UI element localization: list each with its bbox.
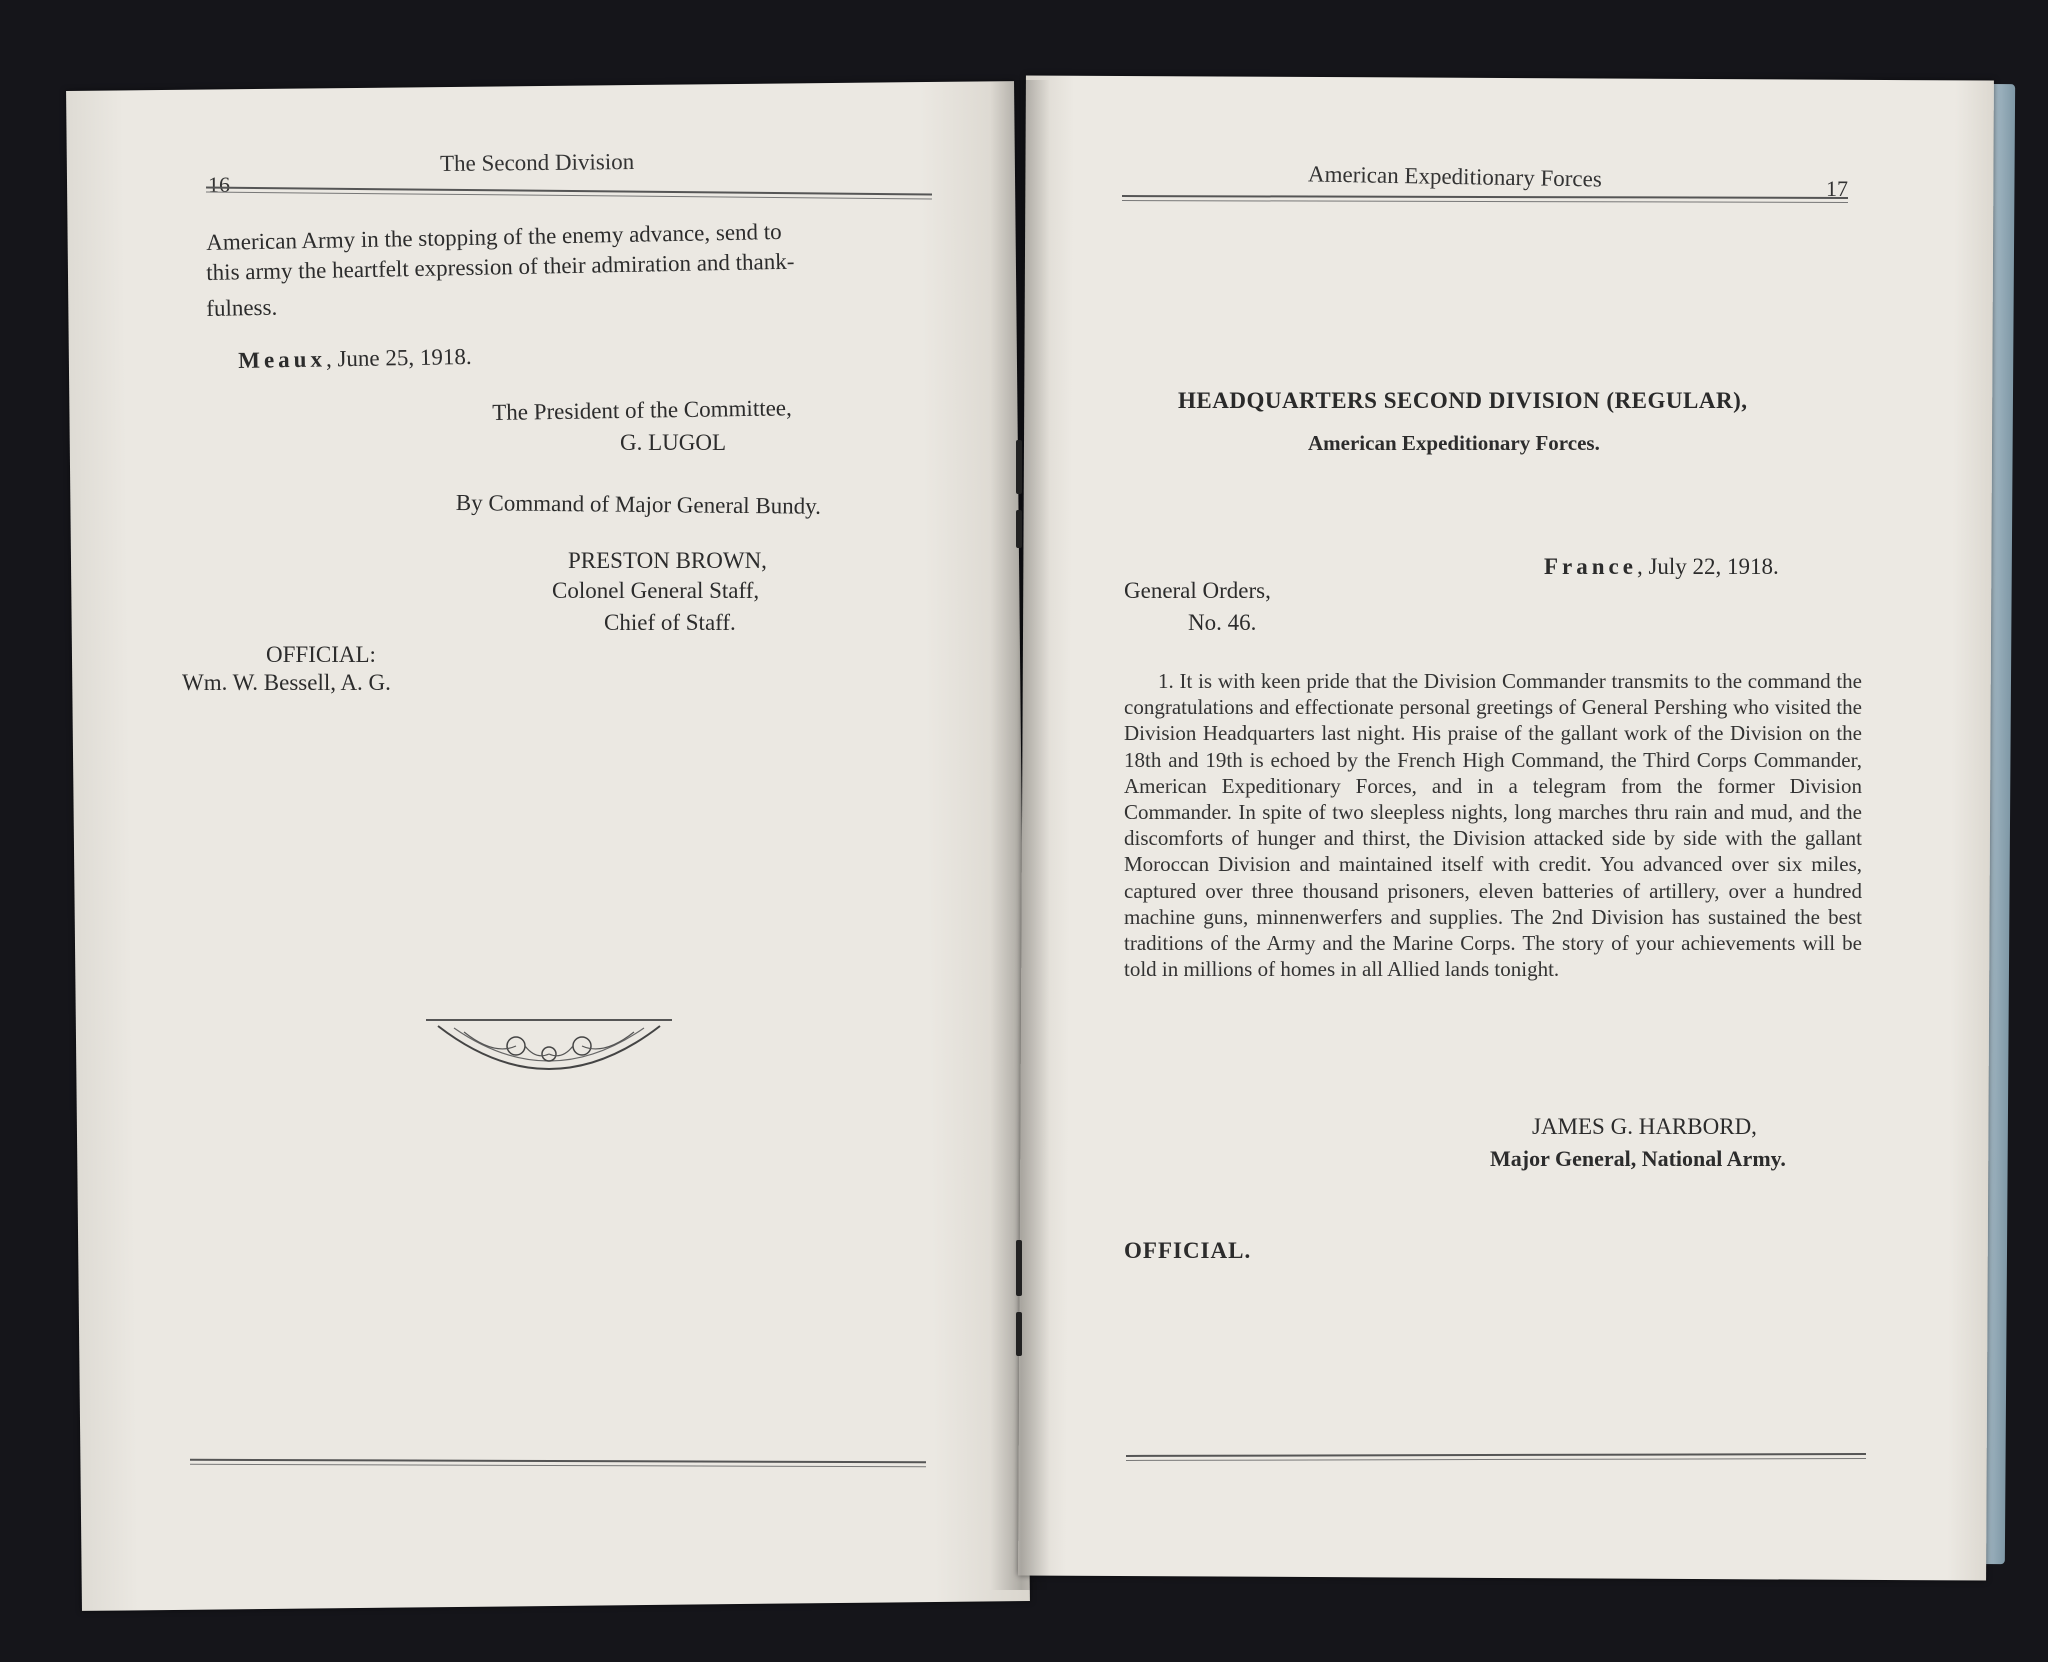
- orders-paragraph-text: 1. It is with keen pride that the Division Commander transmits to the command the congratulations and effectionate personal greetings of General Pershing who visited the Division Headquarters last night. His praise of the gallant work of the Division on the 18th and 19th is echoed by the French High Command, the Third Corps Commander, American Expeditionary Forces, and in a telegram from the former Division Commander. In spite of two sleepless nights, long marches thru rain and mud, and the discomforts of hunger and thirst, the Division attacked side by side with the gallant Moroccan Division and maintained itself with credit. You advanced over six miles, captured over three thousand prisoners, eleven batteries of artillery, over a hundred machine guns, minnenwerfers and supplies. The 2nd Division has sustained the best traditions of the Army and the Marine Corps. The story of your achievements will be told in millions of homes in all Allied lands tonight.: [1124, 669, 1862, 982]
- left-signer-rank: Colonel General Staff,: [552, 578, 760, 603]
- committee-name: G. LUGOL: [620, 430, 727, 455]
- ornament-icon: [424, 1016, 674, 1086]
- hq-heading: HEADQUARTERS SECOND DIVISION (REGULAR),: [1178, 388, 1748, 413]
- left-official-name: Wm. W. Bessell, A. G.: [182, 670, 391, 695]
- orders-label: General Orders,: [1124, 578, 1271, 603]
- orders-paragraph: [1124, 668, 1862, 982]
- left-running-head: The Second Division: [439, 148, 635, 177]
- left-place: Meaux: [238, 346, 327, 373]
- staple-bottom: [1016, 1240, 1022, 1296]
- right-signer-rank: Major General, National Army.: [1490, 1146, 1786, 1171]
- left-place-date: [238, 342, 472, 376]
- left-date: , June 25, 1918.: [325, 343, 472, 372]
- right-date: , July 22, 1918.: [1636, 554, 1779, 579]
- left-page-number: 16: [208, 172, 230, 197]
- right-place-date: [1544, 552, 1779, 582]
- right-page-number: 17: [1826, 176, 1848, 201]
- left-line-2: this army the heartfelt expression of their admiration and thank-: [206, 248, 795, 285]
- right-running-head: American Expeditionary Forces: [1307, 161, 1603, 192]
- orders-number: No. 46.: [1188, 610, 1257, 635]
- staple-top-lower: [1016, 510, 1022, 548]
- staple-bottom-lower: [1016, 1312, 1022, 1356]
- staple-top: [1016, 440, 1022, 494]
- left-signer-role: Chief of Staff.: [604, 610, 736, 635]
- command-line: By Command of Major General Bundy.: [455, 489, 822, 519]
- right-signer-name: JAMES G. HARBORD,: [1532, 1114, 1757, 1139]
- left-line-1: American Army in the stopping of the enemy advance, send to: [206, 218, 782, 255]
- committee-title: The President of the Committee,: [492, 395, 792, 425]
- left-signer-name: PRESTON BROWN,: [568, 548, 767, 573]
- hq-subheading: American Expeditionary Forces.: [1308, 431, 1600, 455]
- right-place: France: [1544, 554, 1637, 579]
- left-line-3: fulness.: [206, 294, 278, 321]
- left-official-label: OFFICIAL:: [266, 642, 376, 667]
- right-official-label: OFFICIAL.: [1124, 1238, 1252, 1263]
